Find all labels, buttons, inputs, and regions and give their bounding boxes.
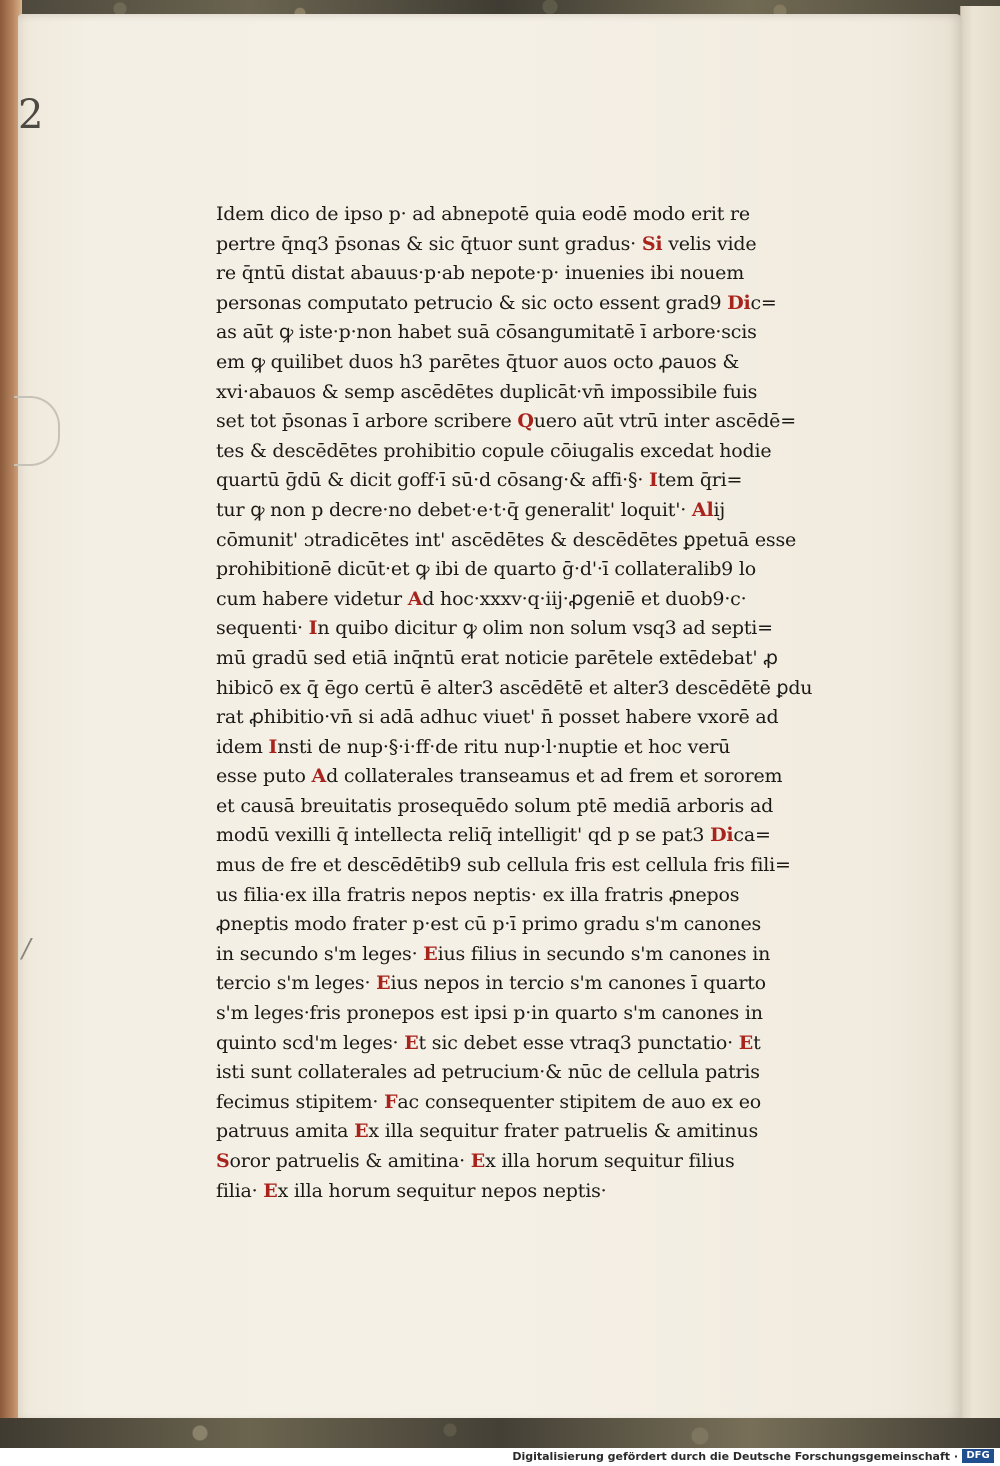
text-segment: x illa horum sequitur filius: [485, 1150, 735, 1172]
text-segment: hibicō ex q̄ ēgo certū ē alter3 ascēdētē et alter3 descēdētē ꝑdu: [216, 676, 813, 699]
text-segment: rat ꝓhibitio·vn̄ si adā adhuc viuet' n̄ posset habere vxorē ad: [216, 706, 779, 729]
text-line: [216, 969, 846, 999]
text-line: [216, 555, 846, 585]
rubricated-initial: E: [423, 942, 438, 965]
text-segment: t: [753, 1031, 761, 1054]
text-line: [216, 999, 846, 1029]
text-line: [216, 733, 846, 763]
text-line: [216, 496, 846, 526]
text-line: [216, 1088, 846, 1118]
text-segment: in secundo s'm leges·: [216, 942, 424, 965]
text-segment: isti sunt collaterales ad petrucium·& nūc de cellula patris: [216, 1061, 760, 1084]
text-segment: cum habere videtur: [216, 587, 408, 610]
text-line: [216, 378, 846, 408]
text-line: [216, 762, 846, 792]
text-segment: personas computato petrucio & sic octo essent grad9: [216, 291, 728, 314]
text-line: [216, 1147, 846, 1177]
text-line: [216, 910, 846, 940]
adjacent-page-edge: [960, 6, 1000, 1436]
folio-number: 2: [18, 92, 44, 138]
text-line: [216, 318, 846, 348]
text-segment: uero aūt vtrū inter ascēdē=: [533, 410, 796, 433]
rubricated-initial: E: [354, 1120, 369, 1143]
text-segment: velis vide: [662, 232, 757, 255]
text-line: [216, 703, 846, 733]
rubricated-initial: Si: [641, 232, 663, 255]
rubricated-initial: A: [311, 765, 327, 788]
text-segment: prohibitionē dicūt·et ꝙ ibi de quarto ḡ·d'·ī collateralib9 lo: [216, 558, 757, 581]
text-segment: t sic debet esse vtraq3 punctatio·: [418, 1031, 739, 1054]
text-segment: as aūt ꝙ iste·p·non habet suā cōsangumitatē ī arbore·scis: [216, 321, 757, 344]
text-line: [216, 230, 846, 260]
text-segment: ij: [713, 498, 726, 521]
text-segment: cōmunit' ɔtradicētes int' ascēdētes & descēdētes ꝑpetuā esse: [216, 528, 797, 551]
rubricated-initial: E: [470, 1150, 486, 1172]
text-segment: idem: [216, 735, 269, 758]
incunabulum-page: [18, 14, 962, 1422]
text-segment: set tot p̄sonas ī arbore scribere: [216, 410, 518, 433]
funding-credit: Digitalisierung gefördert durch die Deutsche Forschungsgemeinschaft ·: [512, 1450, 958, 1463]
text-line: [216, 674, 846, 704]
marbled-binding-bottom: [0, 1418, 1000, 1448]
rubricated-initial: I: [649, 469, 658, 492]
text-line: [216, 1177, 846, 1207]
text-line: [216, 259, 846, 289]
text-segment: patruus amita: [216, 1120, 355, 1143]
rubricated-initial: A: [407, 587, 423, 610]
text-line: [216, 851, 846, 881]
rubricated-initial: I: [308, 617, 318, 640]
text-line: [216, 466, 846, 496]
text-line: [216, 200, 846, 230]
text-segment: c=: [750, 291, 777, 314]
rubricated-initial: Di: [710, 824, 734, 847]
text-segment: ius filius in secundo s'm canones in: [437, 942, 771, 965]
rubricated-initial: E: [404, 1031, 419, 1054]
text-line: [216, 348, 846, 378]
rubricated-initial: E: [376, 972, 391, 995]
text-line: [216, 289, 846, 319]
text-segment: esse puto: [216, 765, 312, 788]
binding-string-loop: [14, 396, 60, 466]
text-segment: tercio s'm leges·: [216, 972, 377, 995]
text-segment: et causā breuitatis prosequēdo solum ptē mediā arboris ad: [216, 794, 774, 817]
text-segment: em ꝙ quilibet duos h3 parētes q̄tuor auos octo ꝓauos &: [216, 350, 740, 373]
text-segment: tur ꝙ non p decre·no debet·e·t·q̄ generalit' loquit'·: [216, 498, 692, 521]
text-segment: xvi·abauos & semp ascēdētes duplicāt·vn̄ impossibile fuis: [216, 380, 758, 403]
text-segment: ac consequenter stipitem de auo ex eo: [397, 1090, 762, 1113]
text-segment: n quibo dicitur ꝙ olim non solum vsq3 ad septi=: [317, 617, 773, 640]
text-segment: quartū ḡdū & dicit goff·ī sū·d cōsang·& affi·§·: [216, 469, 649, 492]
rubricated-initial: Al: [691, 498, 714, 521]
text-segment: pertre q̄nq3 p̄sonas & sic q̄tuor sunt gradus·: [216, 232, 642, 255]
text-segment: filia·: [216, 1179, 264, 1202]
rubricated-initial: F: [384, 1090, 398, 1113]
text-line: [216, 407, 846, 437]
text-line: [216, 437, 846, 467]
rubricated-initial: E: [738, 1031, 754, 1054]
text-segment: quinto scd'm leges·: [216, 1031, 405, 1054]
text-line: [216, 940, 846, 970]
text-segment: sequenti·: [216, 617, 309, 640]
text-segment: d hoc·xxxv·q·iij·ꝓgeniē et duob9·c·: [422, 587, 747, 610]
text-segment: s'm leges·fris pronepos est ipsi p·in quarto s'm canones in: [216, 1002, 763, 1025]
dfg-logo: DFG: [962, 1449, 994, 1463]
text-line: [216, 1029, 846, 1059]
text-segment: oror patruelis & amitina·: [229, 1150, 471, 1172]
rubricated-initial: Q: [517, 410, 534, 433]
text-segment: d collaterales transeamus et ad frem et sororem: [326, 765, 783, 788]
text-segment: x illa horum sequitur nepos neptis·: [277, 1179, 607, 1202]
text-segment: ius nepos in tercio s'm canones ī quarto: [390, 972, 766, 995]
text-segment: x illa sequitur frater patruelis & amitinus: [368, 1120, 759, 1143]
text-segment: nsti de nup·§·i·ff·de ritu nup·l·nuptie et hoc verū: [277, 735, 731, 758]
text-segment: re q̄ntū distat abauus·p·ab nepote·p· inuenies ibi nouem: [216, 262, 745, 285]
text-segment: ꝓneptis modo frater p·est cū p·ī primo gradu s'm canones: [216, 913, 762, 936]
text-line: [216, 644, 846, 674]
text-line: [216, 585, 846, 615]
text-segment: us filia·ex illa fratris nepos neptis· ex illa fratris ꝓnepos: [216, 883, 740, 906]
gothic-text-block: [216, 200, 846, 1206]
text-segment: tem q̄ri=: [657, 469, 743, 492]
text-segment: tes & descēdētes prohibitio copule cōiugalis excedat hodie: [216, 439, 772, 462]
text-segment: mus de fre et descēdētib9 sub cellula fris est cellula fris fili=: [216, 854, 791, 877]
margin-pen-mark: /: [22, 934, 31, 964]
text-line: [216, 614, 846, 644]
text-segment: Idem dico de ipso p· ad abnepotē quia eodē modo erit re: [216, 203, 750, 225]
rubricated-initial: E: [263, 1179, 278, 1202]
rubricated-initial: Di: [727, 291, 751, 314]
rubricated-initial: I: [268, 735, 278, 758]
rubricated-initial: S: [216, 1150, 230, 1172]
text-line: [216, 881, 846, 911]
text-segment: ca=: [733, 824, 771, 847]
text-segment: fecimus stipitem·: [216, 1090, 385, 1113]
text-line: [216, 821, 846, 851]
text-segment: mū gradū sed etiā inq̄ntū erat noticie parētele extēdebat' ꝓ: [216, 646, 778, 669]
text-line: [216, 1117, 846, 1147]
text-line: [216, 792, 846, 822]
text-line: [216, 526, 846, 556]
text-line: [216, 1058, 846, 1088]
text-segment: modū vexilli q̄ intellecta reliq̄ intelligit' qd p se pat3: [216, 824, 711, 847]
